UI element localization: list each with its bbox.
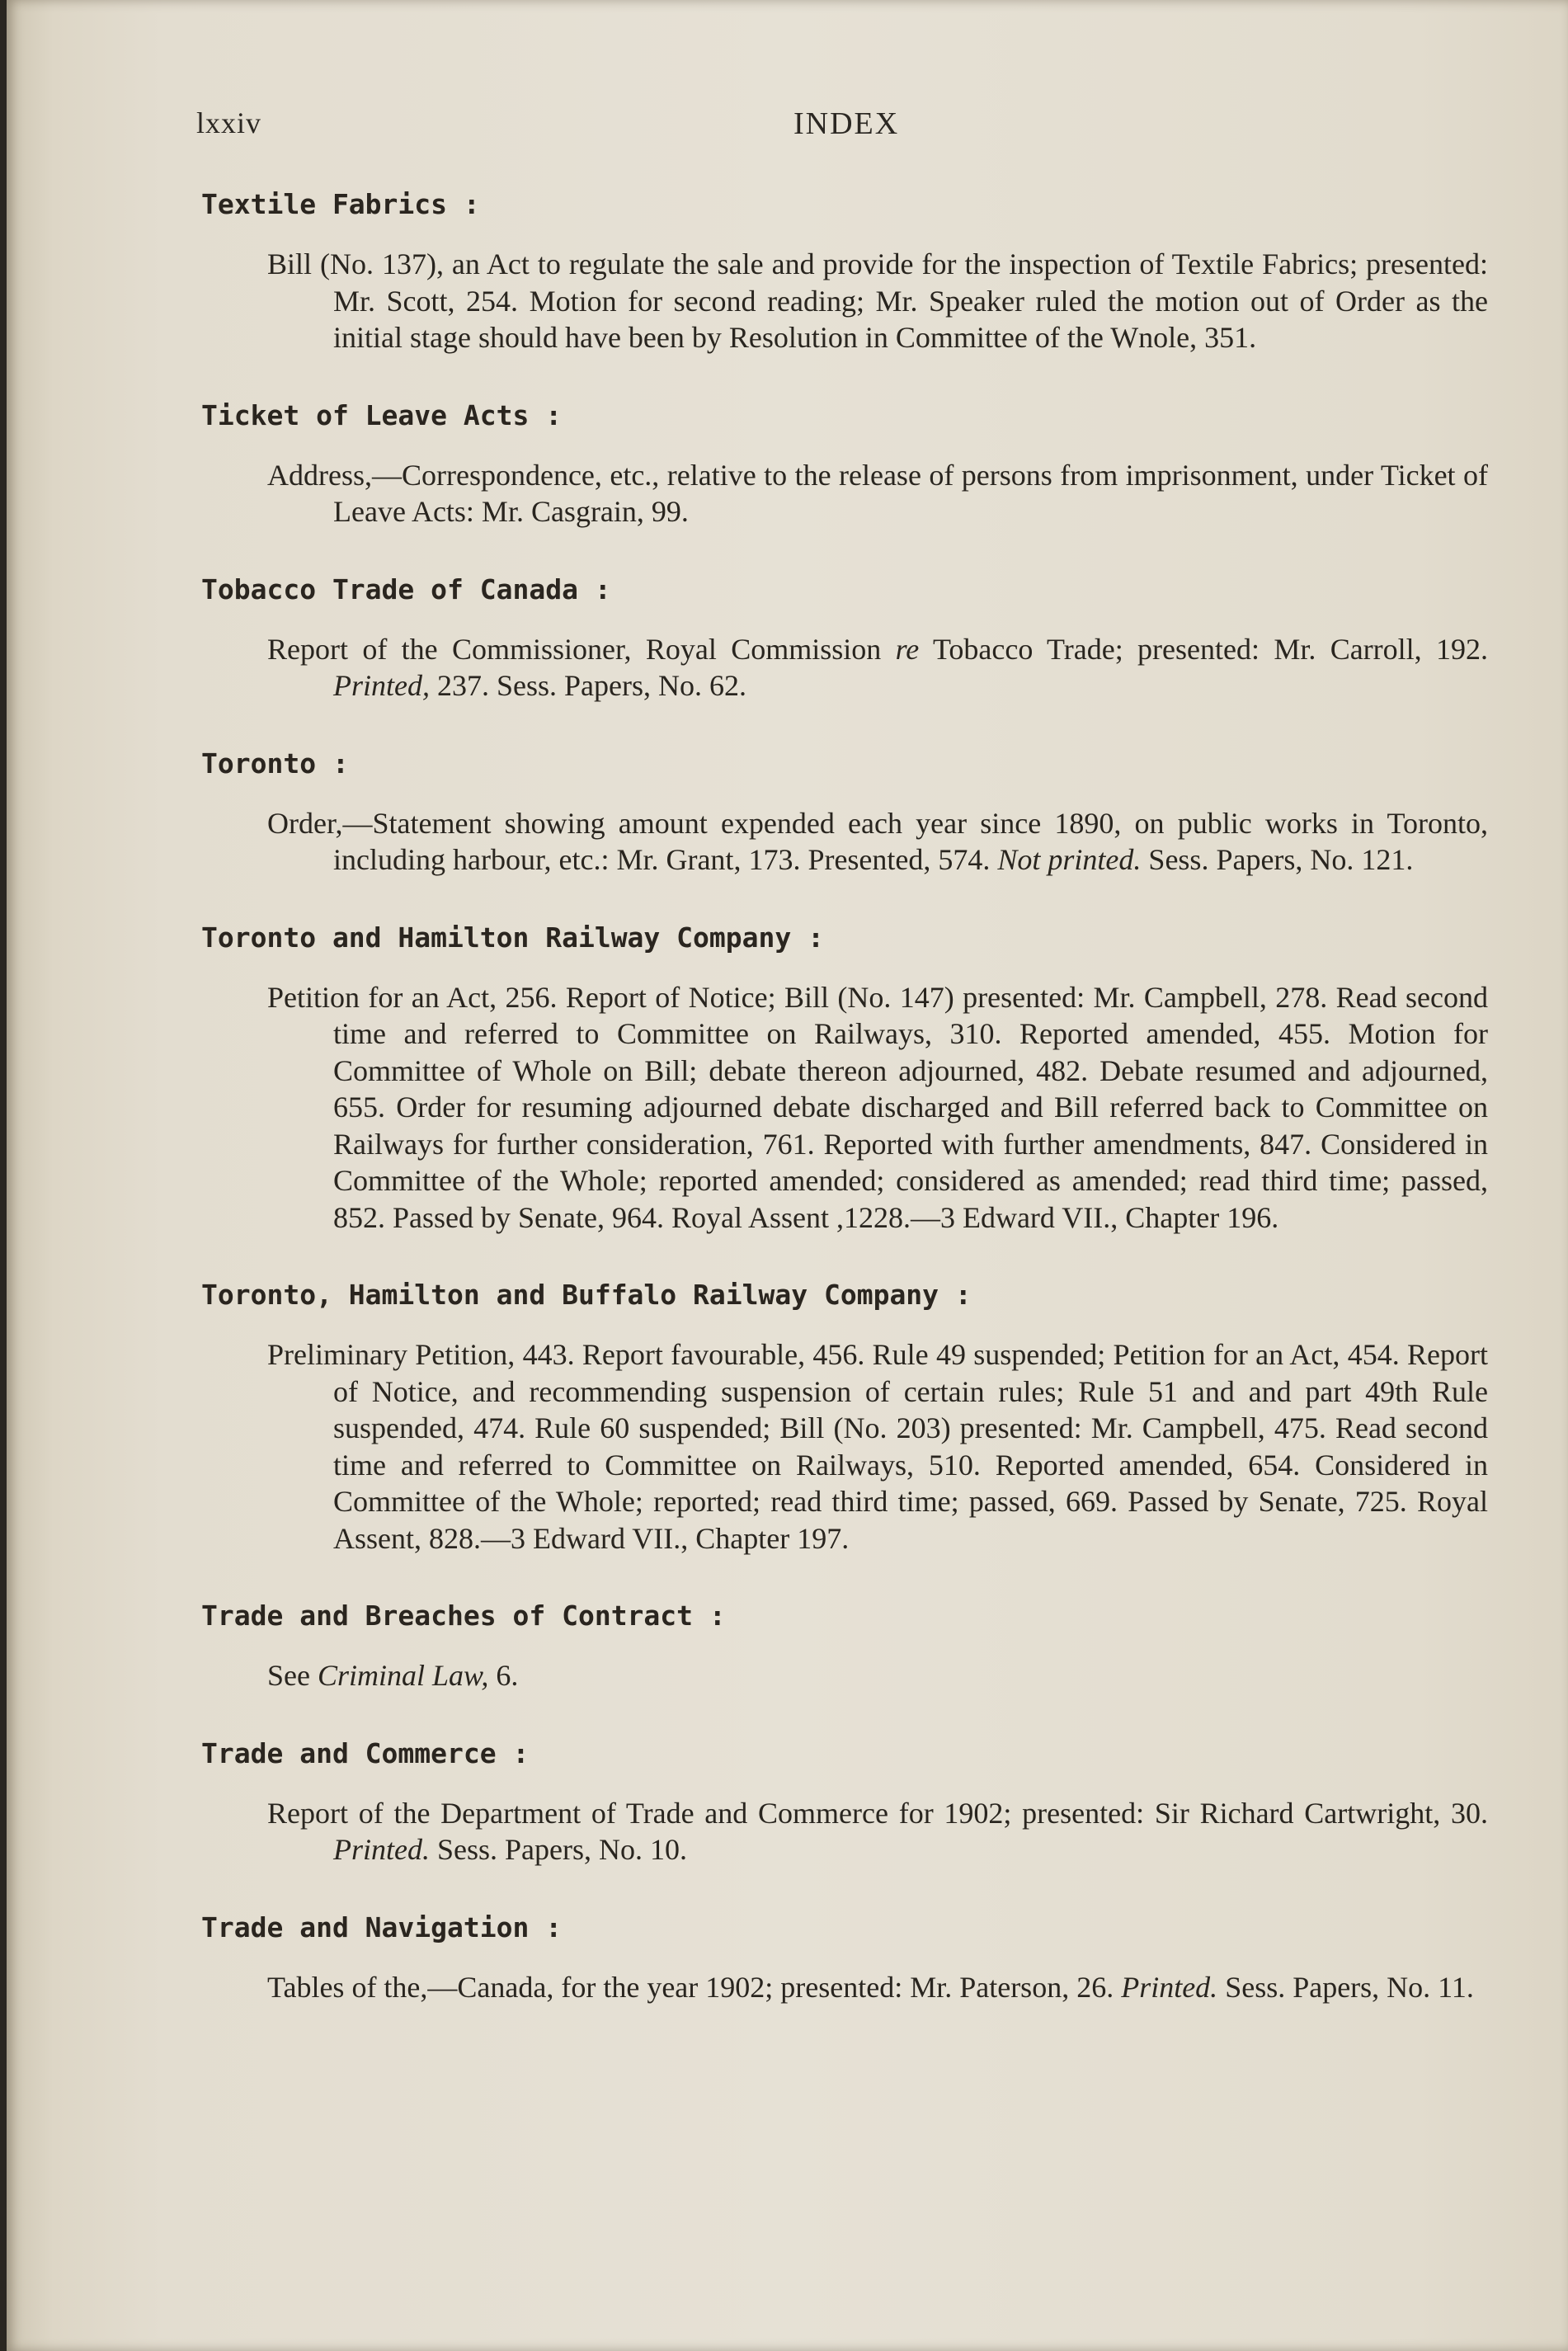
entry-italic-text: Printed, [333,669,430,702]
entry-italic-text: re [895,632,920,666]
entry-text: Preliminary Petition, 443. Report favourable, 456. Rule 49 suspended; Petition for an Act, 454. Report of Notice, and recommending suspension of certain rules; Rule 51 and and part 49th Rule suspended, 474. Rule 60 suspended; Bill (No. 203) presented: Mr. Campbell, 475. Read second time and referred to Committee on Railways, 510. Reported amended, 654. Considered in Committee of the Whole; reported; read third time; passed, 669. Passed by Senate, 725. Royal Assent, 828.—3 Edward VII., Chapter 197. [267,1338,1488,1555]
entry-heading: Toronto and Hamilton Railway Company : [201,921,824,954]
entry-heading: Trade and Commerce : [201,1736,530,1769]
entry-text: See [267,1659,318,1692]
index-entry [201,1910,1488,2006]
entry-italic-text: Printed. [333,1833,430,1866]
entry-heading: Tobacco Trade of Canada : [201,572,611,605]
entry-text: Bill (No. 137), an Act to regulate the sale and provide for the inspection of Textile Fabrics; presented: Mr. Scott, 254. Motion for second reading; Mr. Speaker ruled the motion out of Order as the initial stage should have been by Resolution in Committee of the Wnole, 351. [267,247,1488,354]
running-head: INDEX [793,106,900,141]
entry-text: Report of the Commissioner, Royal Commission [267,632,896,666]
entry-text: Sess. Papers, No. 11. [1217,1970,1474,2004]
entry-body [267,1336,1488,1557]
entry-heading: Toronto, Hamilton and Buffalo Railway Company : [201,1279,972,1311]
index-entry [201,1277,1488,1557]
page-header [196,106,1483,147]
index-entry [201,746,1488,879]
entry-italic-text: Criminal Law, [317,1659,489,1692]
entry-text: Address,—Correspondence, etc., relative to the release of persons from imprisonment, under Ticket of Leave Acts: Mr. Casgrain, 99. [267,458,1488,528]
entry-text: Order,—Statement showing amount expended each year since 1890, on public works in Toronto, including harbour, etc.: Mr. Grant, 173. Presented, 574. [267,806,1488,876]
page-number: lxxiv [196,106,262,139]
entry-heading: Textile Fabrics : [201,188,480,220]
entry-body [267,246,1488,356]
entry-body [267,1795,1488,1868]
entry-text: Tables of the,—Canada, for the year 1902; presented: Mr. Paterson, 26. [267,1970,1122,2004]
entry-text: Petition for an Act, 256. Report of Notice; Bill (No. 147) presented: Mr. Campbell, 278. Read second time and referred to Committee on Railways, 310. Reported amended, 455. Motion for Committee of Whole on Bill; debate thereon adjourned, 482. Debate resumed and adjourned, 655. Order for resuming adjourned debate discharged and Bill referred back to Committee on Railways for further consideration, 761. Reported with further amendments, 847. Considered in Committee of the Whole; reported amended; considered as amended; read third time; passed, 852. Passed by Senate, 964. Royal Assent ,1228.—3 Edward VII., Chapter 196. [267,980,1488,1234]
entry-italic-text: Printed. [1121,1970,1218,2004]
index-entries [201,186,1488,2047]
entry-italic-text: Not printed. [997,843,1142,876]
entry-body [267,631,1488,704]
entry-body [267,1969,1488,2006]
index-entry [201,398,1488,530]
entry-heading: Trade and Breaches of Contract : [201,1600,726,1632]
entry-heading: Toronto : [201,747,349,780]
entry-text: Tobacco Trade; presented: Mr. Carroll, 192. [919,632,1488,666]
entry-text: Report of the Department of Trade and Commerce for 1902; presented: Sir Richard Cartwright, 30. [267,1796,1488,1830]
index-entry [201,572,1488,704]
entry-body [267,1657,1488,1694]
entry-text: 6. [488,1659,519,1692]
book-page [7,0,1568,2351]
entry-body [267,979,1488,1237]
entry-body [267,805,1488,879]
index-entry [201,1598,1488,1694]
index-entry [201,186,1488,356]
entry-text: Sess. Papers, No. 121. [1141,843,1414,876]
entry-heading: Trade and Navigation : [201,1910,563,1943]
index-entry [201,1736,1488,1868]
index-entry [201,920,1488,1237]
entry-text: Sess. Papers, No. 10. [429,1833,687,1866]
entry-text: 237. Sess. Papers, No. 62. [429,669,746,702]
entry-heading: Ticket of Leave Acts : [201,398,563,431]
entry-body [267,457,1488,530]
